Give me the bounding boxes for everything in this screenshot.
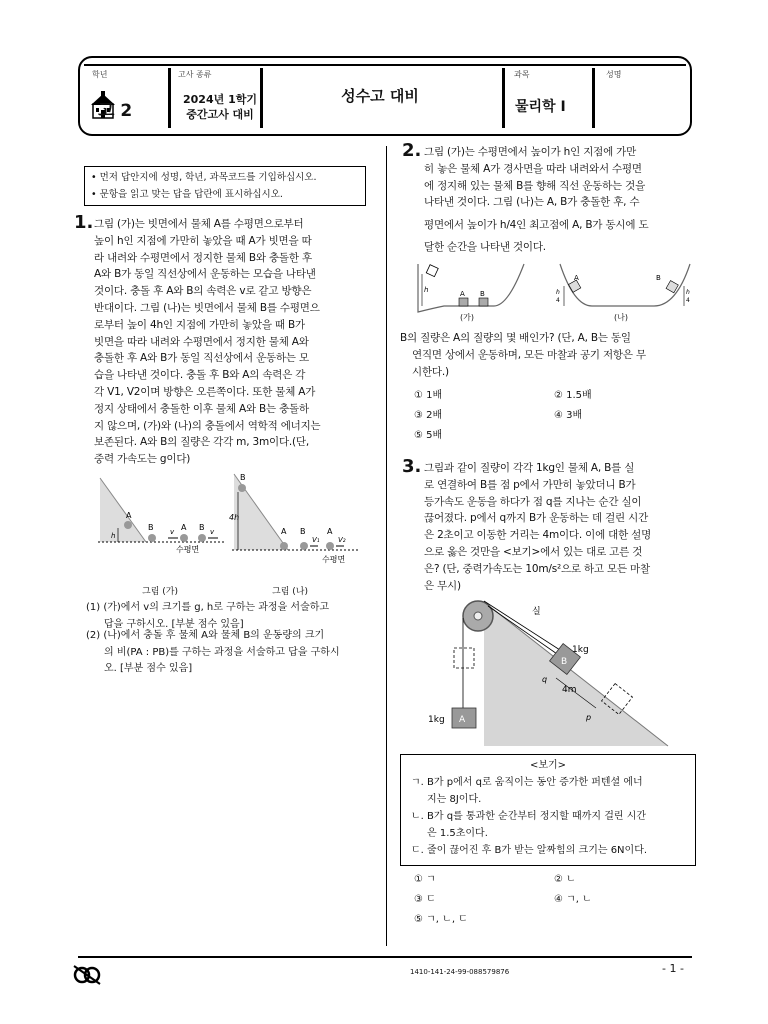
question-3-figure (420, 598, 674, 750)
bogi-item: 지는 8J이다. (427, 794, 482, 805)
text-line: 빗면을 따라 내려와 수평면에서 정지한 물체 A와 (94, 335, 309, 348)
svg-text:V₂: V₂ (338, 536, 346, 544)
question-number: 3. (402, 456, 422, 477)
ground-label: 수평면 (322, 555, 346, 564)
text-line: 은 2초이고 이동한 거리는 4m이다. 이에 대한 설명 (424, 529, 652, 542)
mass-a-label: 1kg (428, 715, 445, 725)
exam-type-label: 고사 종류 (178, 70, 212, 79)
ground-label: 수평면 (176, 545, 200, 554)
document-id: 1410-141-24-99-088579876 (410, 968, 510, 976)
header-divider (592, 68, 595, 128)
text-line: 연직면 상에서 운동하며, 모든 마찰과 공기 저항은 무 (412, 348, 646, 361)
text-line: 오. [부분 점수 있음] (104, 663, 193, 674)
choice-2[interactable]: ② 1.5배 (554, 390, 592, 401)
text-line: 보존된다. A와 B의 질량은 각각 m, 3m이다.(단, (94, 436, 309, 449)
bogi-title: <보기> (529, 760, 567, 771)
bogi-item: 은 1.5초이다. (427, 828, 488, 839)
svg-text:v: v (170, 528, 175, 536)
name-label: 성명 (606, 70, 622, 79)
grade-label: 학년 (92, 70, 108, 79)
svg-text:A: A (327, 527, 333, 536)
choice-1[interactable]: ① 1배 (414, 390, 443, 401)
figure-caption: 그림 (가) (142, 587, 178, 597)
text-line: 은? (단, 중력가속도는 10m/s²으로 하고 모든 마찰 (424, 562, 650, 575)
svg-text:h: h (111, 532, 116, 540)
svg-text:A: A (460, 290, 465, 298)
subject-label: 과목 (514, 70, 530, 79)
svg-text:A: A (459, 715, 466, 725)
svg-text:B: B (656, 274, 661, 282)
question-3-text (424, 460, 696, 594)
text-line: (2) (나)에서 충돌 후 물체 A와 물체 B의 운동량의 크기 (86, 630, 325, 641)
bogi-item: ㄷ. 줄이 끊어진 후 B가 받는 알짜힘의 크기는 6N이다. (411, 845, 648, 856)
svg-text:h: h (686, 289, 690, 296)
question-1-sub-2 (86, 628, 368, 678)
svg-text:A: A (181, 523, 187, 532)
svg-text:B: B (480, 290, 485, 298)
text-line: 라 내려와 수평면에서 정지한 물체 B와 충돌한 후 (94, 251, 312, 264)
grade-value: 고 2 (98, 101, 133, 121)
text-line: 로부터 높이 4h인 지점에 가만히 놓았을 때 B가 (94, 318, 305, 331)
svg-text:p: p (586, 713, 592, 722)
text-line: 히 놓은 물체 A가 경사면을 따라 내려와서 수평면 (424, 162, 642, 175)
exam-type-line: 2024년 1학기 (183, 93, 257, 106)
question-number: 1. (74, 212, 94, 233)
question-2-prompt (400, 330, 696, 380)
text-line: 로 연결하여 B를 점 p에서 가만히 놓았더니 B가 (424, 478, 636, 491)
subject-value: 물리학 I (515, 99, 566, 115)
bogi-box (400, 754, 696, 866)
mass-b-label: 1kg (572, 645, 589, 655)
text-line: 등가속도 운동을 하다가 점 q를 지나는 순간 실이 (424, 495, 642, 508)
text-line: 끊어졌다. p에서 q까지 B가 운동하는 데 걸린 시간 (424, 512, 649, 525)
question-number: 2. (402, 140, 422, 161)
svg-text:h: h (556, 289, 560, 296)
choice-1[interactable]: ① ㄱ (414, 874, 436, 885)
text-line: (1) (가)에서 v의 크기를 g, h로 구하는 과정을 서술하고 (86, 602, 330, 613)
choice-3[interactable]: ③ ㄷ (414, 894, 436, 905)
choice-3[interactable]: ③ 2배 (414, 410, 443, 421)
instructions-box (84, 166, 366, 206)
text-line: B의 질량은 A의 질량의 몇 배인가? (단, A, B는 동일 (400, 332, 631, 344)
text-line: 것이다. 충돌 후 A와 B의 속력은 v로 같고 방향은 (94, 285, 312, 298)
exam-type-line: 중간고사 대비 (186, 108, 254, 121)
bogi-item: ㄴ. B가 q를 통과한 순간부터 정지할 때까지 걸린 시간 (411, 811, 647, 822)
question-1-figure (98, 470, 362, 570)
text-line: 충돌한 후 A와 B가 동일 직선상에서 운동하는 모 (94, 352, 309, 365)
svg-text:q: q (542, 675, 548, 684)
text-line: 습을 나타낸 것이다. 충돌 후 B와 A의 속력은 각 (94, 369, 306, 382)
label-a: A (126, 511, 132, 520)
header-divider (502, 68, 505, 128)
text-line: 높이 h인 지점에 가만히 놓았을 때 A가 빗면을 따 (94, 234, 312, 247)
svg-text:B: B (199, 523, 205, 532)
page-number: - 1 - (662, 962, 684, 975)
svg-text:A: A (574, 274, 579, 282)
text-line: 나타낸 것이다. 그림 (나)는 A, B가 충돌한 후, 수 (424, 196, 640, 209)
text-line: 그림 (가)는 수평면에서 높이가 h인 지점에 가만 (424, 146, 637, 158)
text-line: 평면에서 높이가 h/4인 최고점에 A, B가 동시에 도 (424, 219, 649, 232)
text-line: 정지 상태에서 충돌한 이후 물체 A와 B는 충돌하 (94, 402, 309, 415)
header-divider (168, 68, 171, 128)
svg-text:h: h (424, 286, 429, 294)
header-top-line (84, 64, 686, 66)
svg-text:B: B (240, 473, 246, 482)
svg-text:v: v (210, 528, 215, 536)
figure-caption: (나) (614, 313, 628, 322)
choice-4[interactable]: ④ ㄱ, ㄴ (554, 894, 592, 905)
question-1-text (94, 216, 366, 468)
svg-text:4: 4 (556, 297, 560, 304)
svg-text:B: B (148, 523, 154, 532)
text-line: 의 비(PA : PB)를 구하는 과정을 서술하고 답을 구하시 (104, 646, 340, 658)
text-line: 답을 구하시오. [부분 점수 있음] (104, 618, 244, 630)
figure-caption: 그림 (나) (272, 587, 308, 597)
figure-caption: (가) (460, 313, 474, 322)
choice-2[interactable]: ② ㄴ (554, 874, 576, 885)
text-line: 반대이다. 그림 (나)는 빗면에서 물체 B를 수평면으 (94, 301, 320, 314)
choice-5[interactable]: ⑤ 5배 (414, 430, 443, 441)
question-2-text (424, 144, 696, 256)
question-2-figure (414, 262, 694, 326)
footer-line (78, 956, 692, 958)
text-line: 지 않으며, (가)와 (나)의 충돌에서 역학적 에너지는 (94, 419, 321, 432)
exam-type-value (178, 92, 262, 122)
text-line: 그림과 같이 질량이 각각 1kg인 물체 A, B를 실 (424, 462, 635, 474)
text-line: 각 V1, V2이며 방향은 오른쪽이다. 또한 물체 A가 (94, 385, 316, 398)
choice-5[interactable]: ⑤ ㄱ, ㄴ, ㄷ (414, 914, 468, 925)
instruction-line: • 문항을 읽고 맞는 답을 답란에 표시하십시오. (91, 189, 283, 200)
text-line: 중력 가속도는 g이다) (94, 453, 191, 466)
svg-text:A: A (281, 527, 287, 536)
text-line: A와 B가 동일 직선상에서 운동하는 모습을 나타낸 (94, 268, 316, 281)
text-line: 달한 순간을 나타낸 것이다. (424, 241, 546, 254)
text-line: 시한다.) (412, 365, 449, 378)
svg-text:4: 4 (686, 297, 690, 304)
instruction-line: • 먼저 답안지에 성명, 학년, 과목코드를 기입하십시오. (91, 172, 317, 183)
svg-text:4h: 4h (229, 513, 240, 522)
publisher-logo-icon (72, 962, 102, 988)
svg-text:V₁: V₁ (312, 536, 320, 544)
text-line: 그림 (가)는 빗면에서 물체 A를 수평면으로부터 (94, 218, 304, 230)
string-label: 실 (532, 607, 541, 617)
choice-4[interactable]: ④ 3배 (554, 410, 583, 421)
text-line: 으로 옳은 것만을 <보기>에서 있는 대로 고른 것 (424, 545, 643, 558)
text-line: 은 무시) (424, 579, 461, 592)
svg-text:B: B (561, 657, 568, 667)
page-title: 성수고 대비 (341, 87, 419, 105)
bogi-item: ㄱ. B가 p에서 q로 움직이는 동안 증가한 퍼텐셜 에너 (411, 777, 643, 788)
distance-label: 4m (562, 685, 577, 695)
text-line: 에 정지해 있는 물체 B를 향해 직선 운동하는 것을 (424, 179, 646, 192)
column-divider (386, 146, 387, 946)
svg-text:B: B (300, 527, 306, 536)
